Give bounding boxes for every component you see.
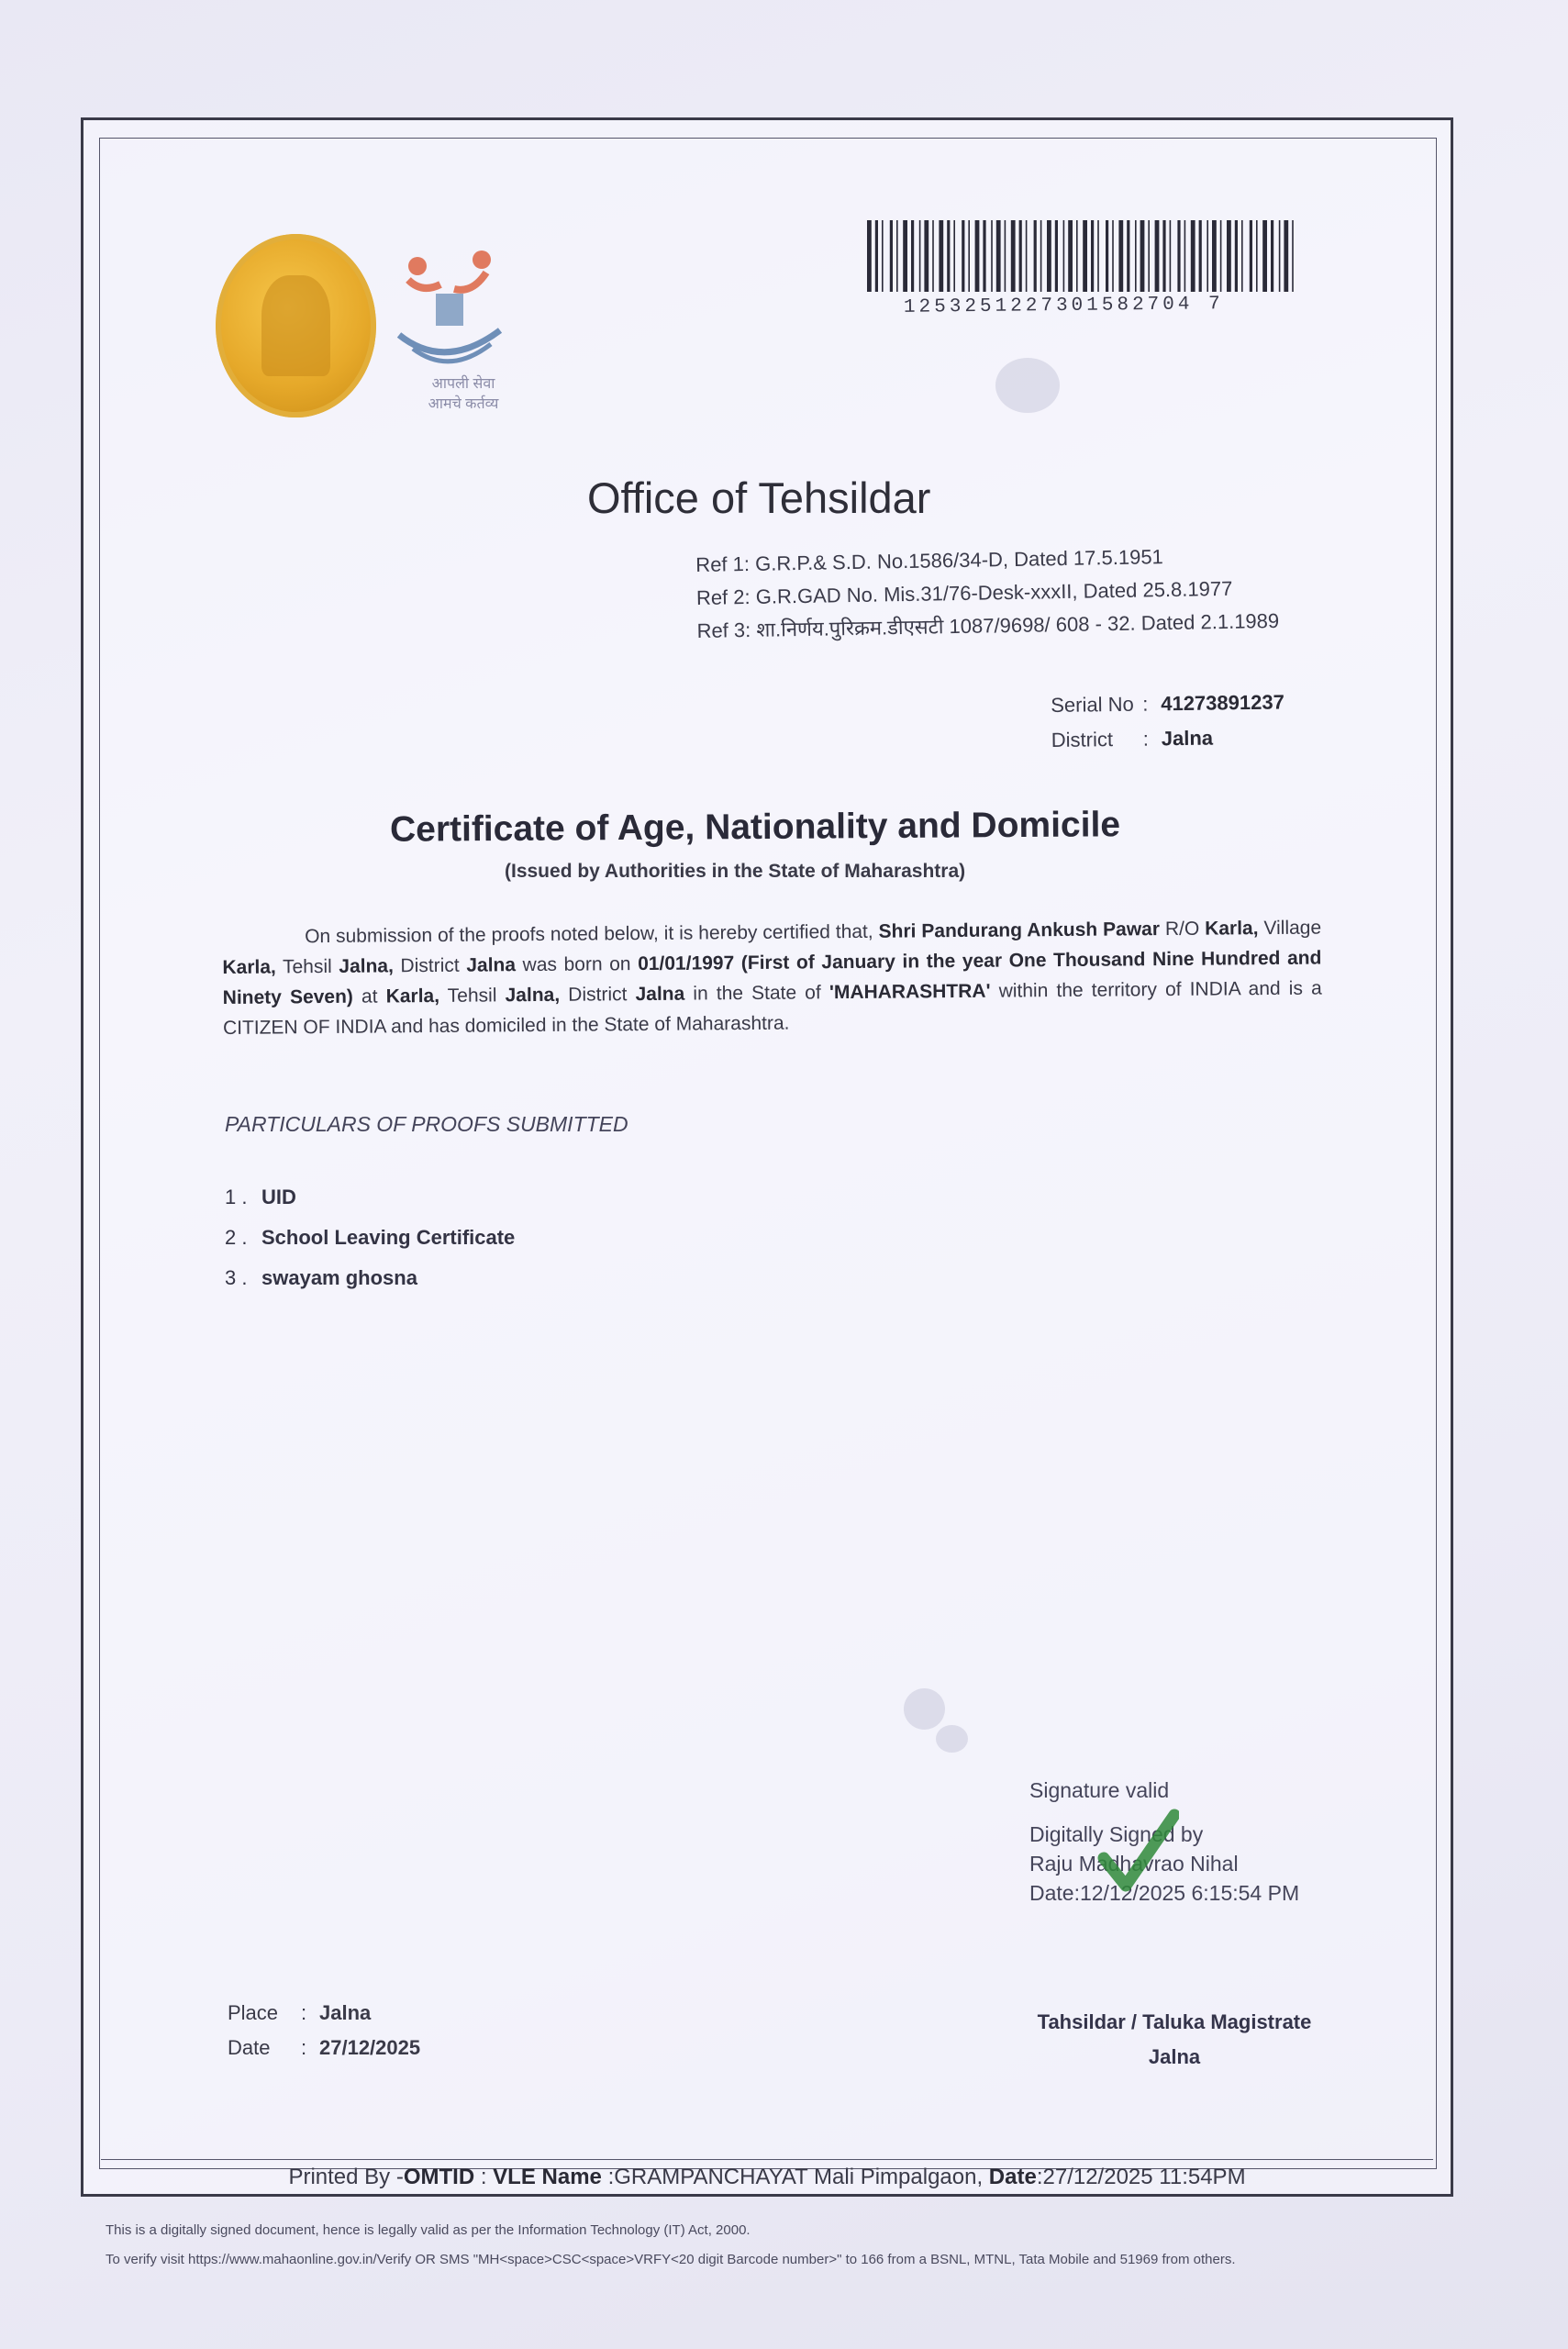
- barcode-icon: [867, 220, 1303, 292]
- barcode-bar: [1256, 220, 1258, 292]
- barcode-bar: [867, 220, 872, 292]
- logo-caption-line2: आमचे कर्तव्य: [428, 396, 499, 412]
- authority-title: Tahsildar / Taluka Magistrate: [1037, 2010, 1312, 2033]
- barcode-bar: [1005, 220, 1006, 292]
- stain: [904, 1688, 945, 1730]
- footer-note: [106, 2216, 1463, 2275]
- barcode-bar: [1250, 220, 1252, 292]
- barcode-bar: [1076, 220, 1078, 292]
- barcode-bar: [1127, 220, 1129, 292]
- barcode-bar: [1063, 220, 1065, 292]
- logo-caption-line1: आपली सेवा: [431, 376, 495, 392]
- barcode-bar: [919, 220, 921, 292]
- barcode-bar: [1148, 220, 1150, 292]
- place-label: Place: [228, 2001, 279, 2024]
- barcode-bar: [1034, 220, 1037, 292]
- certificate-title: Certificate of Age, Nationality and Domicile: [389, 805, 1121, 850]
- printed-by-line: Printed By -OMTID : VLE Name :GRAMPANCHAYAT Mali Pimpalgaon, Date:27/12/2025 11:54PM: [101, 2159, 1433, 2190]
- date-of-birth: 01/01/1997 (First of January in the year One Thousand Nine Hundred and Ninety Seven): [222, 947, 1322, 1008]
- barcode-bar: [1284, 220, 1288, 292]
- place-date-block: Place : Jalna Date : 27/12/2025: [228, 1996, 420, 2065]
- stain: [936, 1725, 968, 1753]
- barcode-bar: [1011, 220, 1016, 292]
- barcode-bar: [903, 220, 907, 292]
- certificate-body: On submission of the proofs noted below, it is hereby certified that, Shri Pandurang Ankush Pawar R/O Karla, Village Karla, Tehsil Jalna, District Jalna was born on 01/01/1997 (First of January in the year One Thousand Nine Hundred and Ninety Seven) at Karla, Tehsil Jalna, District Jalna in the State of 'MAHARASHTRA' within the territory of INDIA and is a CITIZEN OF INDIA and has domiciled in the State of Maharashtra.: [222, 917, 1322, 1039]
- barcode-bar: [1207, 220, 1208, 292]
- district-label: District: [1051, 728, 1114, 751]
- barcode-bar: [953, 220, 955, 292]
- authority-place: Jalna: [1148, 2045, 1201, 2068]
- barcode-bar: [1191, 220, 1195, 292]
- stain: [995, 358, 1060, 413]
- list-item: 1 . UID: [225, 1186, 296, 1208]
- barcode-bar: [1118, 220, 1123, 292]
- barcode-bar: [1235, 220, 1238, 292]
- barcode-bar: [1199, 220, 1202, 292]
- barcode-bar: [1091, 220, 1094, 292]
- barcode-bar: [1047, 220, 1051, 292]
- signed-by-line: Digitally Signed by: [1029, 1822, 1204, 1846]
- barcode-bar: [1040, 220, 1042, 292]
- signature-status: Signature valid: [1029, 1778, 1170, 1802]
- footer-line-1: This is a digitally signed document, hence is legally valid as per the Information Technology (IT) Act, 2000.: [106, 2222, 751, 2238]
- barcode-bar: [1140, 220, 1145, 292]
- person-name: Shri Pandurang Ankush Pawar: [878, 918, 1161, 942]
- barcode-bar: [1019, 220, 1022, 292]
- certificate-subtitle: (Issued by Authorities in the State of Maharashtra): [505, 861, 966, 882]
- barcode-bar: [1227, 220, 1231, 292]
- barcode-bar: [996, 220, 1001, 292]
- list-item: 3 . swayam ghosna: [225, 1266, 417, 1289]
- barcode-bar: [1097, 220, 1099, 292]
- barcode-bar: [890, 220, 893, 292]
- district-value: Jalna: [1161, 726, 1214, 751]
- barcode-bar: [1271, 220, 1273, 292]
- serial-district-block: Serial No : 41273891237 District : Jalna: [1051, 685, 1285, 758]
- barcode-bar: [962, 220, 964, 292]
- barcode-bar: [1135, 220, 1137, 292]
- barcode-bar: [1279, 220, 1281, 292]
- place-value: Jalna: [319, 2001, 372, 2024]
- particulars-heading: PARTICULARS OF PROOFS SUBMITTED: [225, 1112, 628, 1136]
- barcode-bar: [1155, 220, 1160, 292]
- list-item: 2 . School Leaving Certificate: [225, 1226, 516, 1249]
- barcode-bar: [1106, 220, 1108, 292]
- barcode-bar: [1220, 220, 1222, 292]
- barcode-bar: [1026, 220, 1028, 292]
- barcode-bar: [1212, 220, 1217, 292]
- barcode-bar: [1162, 220, 1165, 292]
- footer-line-2: To verify visit https://www.mahaonline.gov.in/Verify OR SMS "MH<space>CSC<space>VRFY<20 digit Barcode number>" to 166 from a BSNL, MTNL, Tata Mobile and 51969 from others.: [106, 2252, 1236, 2267]
- barcode-bar: [991, 220, 993, 292]
- barcode-bar: [1177, 220, 1180, 292]
- signer-name: Raju Madhavrao Nihal: [1029, 1852, 1239, 1876]
- seal-center: [261, 275, 330, 376]
- barcode-bar: [1184, 220, 1186, 292]
- barcode-bar: [896, 220, 898, 292]
- ref-1: Ref 1: G.R.P.& S.D. No.1586/34-D, Dated 17.5.1951: [695, 545, 1164, 576]
- authority-block: [1018, 2005, 1330, 2075]
- barcode-bar: [947, 220, 950, 292]
- references: [695, 539, 1279, 648]
- checkmark-icon: [1096, 1808, 1179, 1895]
- proofs-list: [225, 1177, 515, 1298]
- barcode-bar: [1262, 220, 1267, 292]
- barcode-bar: [924, 220, 929, 292]
- serial-label: Serial No: [1051, 692, 1134, 717]
- date-value: 27/12/2025: [319, 2036, 421, 2059]
- state-name: 'MAHARASHTRA': [828, 980, 991, 1004]
- barcode-bar: [983, 220, 985, 292]
- signature-date: Date:12/12/2025 6:15:54 PM: [1029, 1881, 1300, 1905]
- barcode-bar: [875, 220, 878, 292]
- barcode-number: 1253251227301582704 7: [903, 294, 1224, 318]
- barcode-bar: [911, 220, 914, 292]
- barcode-bar: [1292, 220, 1294, 292]
- barcode-bar: [1241, 220, 1243, 292]
- ref-2: Ref 2: G.R.GAD No. Mis.31/76-Desk-xxxII, Dated 25.8.1977: [695, 576, 1233, 609]
- barcode-bar: [1068, 220, 1073, 292]
- logo-caption: [404, 374, 523, 415]
- barcode-bar: [932, 220, 934, 292]
- barcode-bar: [1055, 220, 1058, 292]
- barcode-bar: [939, 220, 943, 292]
- barcode-bar: [882, 220, 884, 292]
- barcode-bar: [975, 220, 980, 292]
- barcode-bar: [1112, 220, 1114, 292]
- barcode-bar: [1170, 220, 1172, 292]
- office-title: Office of Tehsildar: [587, 473, 931, 522]
- barcode-bar: [1083, 220, 1087, 292]
- barcode-bar: [968, 220, 970, 292]
- serial-value: 41273891237: [1161, 690, 1285, 716]
- ref-3: Ref 3: शा.निर्णय.पुरिक्रम.डीएसटी 1087/9698/ 608 - 32. Dated 2.1.1989: [696, 608, 1280, 642]
- date-label: Date: [228, 2036, 271, 2059]
